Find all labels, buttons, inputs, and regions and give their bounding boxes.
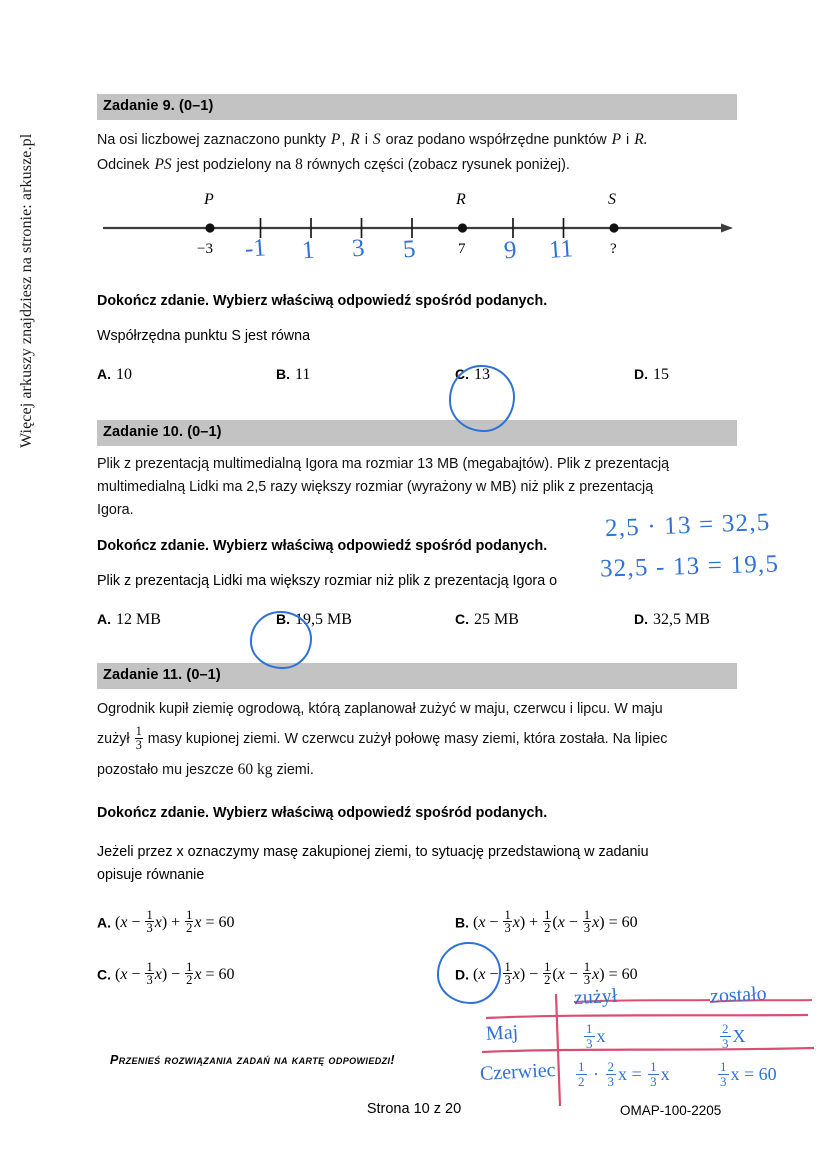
number-line-figure (97, 191, 737, 277)
handwritten-table-row-june: Czerwiec (479, 1059, 557, 1085)
handwritten-table (478, 982, 818, 1108)
task-9-option-b-value: 11 (295, 365, 311, 383)
task-11-lead-c: opisuje równanie (97, 866, 205, 883)
task-9-lead (97, 325, 737, 348)
task-9-option-d-value: 15 (653, 365, 669, 383)
task-11-line2-a: zużył (97, 731, 130, 748)
handwritten-calc-line-1: 2,5 · 13 = 32,5 (604, 508, 771, 543)
task-9-answers (97, 366, 737, 392)
task-9-option-b-label: B. (276, 365, 290, 382)
task-10-option-b[interactable] (276, 611, 352, 629)
task-10-option-c-value: 25 MB (474, 610, 519, 628)
point-p-label-2: P (611, 130, 622, 148)
task-11-option-d[interactable] (455, 961, 638, 988)
task-9-conj: i (364, 131, 368, 148)
task-9-line1-a: Na osi liczbowej zaznaczono punkty (97, 131, 326, 148)
task-10-option-d[interactable] (634, 611, 710, 629)
handwritten-numline-1: 1 (301, 236, 316, 265)
numline-value-s: ? (610, 240, 617, 257)
task-11-instruction: Dokończ zdanie. Wybierz właściwą odpowiedź spośród podanych. (97, 804, 548, 821)
point-p-label: P (330, 130, 341, 148)
task-11-option-b[interactable] (455, 909, 638, 936)
task-10-option-b-value: 19,5 MB (295, 610, 352, 628)
task-11-frac-den: 3 (135, 737, 142, 752)
task-11-option-b-label: B. (455, 914, 469, 931)
content-column (97, 0, 737, 991)
task-9-line2-c: równych części (zobacz rysunek poniżej). (306, 156, 570, 173)
handwritten-table-row-may: Maj (485, 1021, 519, 1045)
task-10-answers (97, 611, 737, 637)
numline-label-p: P (204, 190, 214, 208)
task-10-option-a[interactable] (97, 611, 161, 629)
task-11-lead (97, 841, 737, 887)
task-11-answers-row-2 (97, 961, 737, 991)
handwritten-numline-0: -1 (244, 234, 267, 263)
task-11-lead-a: Jeżeli przez (97, 843, 173, 860)
handwritten-table-header-used: zużył (573, 984, 618, 1010)
handwritten-numline-3: 5 (402, 235, 417, 264)
transfer-answers-note: Przenieś rozwiązania zadań na kartę odpowiedzi! (110, 1053, 395, 1067)
task-10-option-a-label: A. (97, 610, 111, 627)
side-watermark: Więcej arkuszy znajdziesz na stronie: arkusze.pl (18, 133, 35, 448)
task-10-header: Zadanie 10. (0–1) (97, 420, 737, 446)
task-11-frac-num: 1 (135, 723, 142, 738)
handwritten-calc-line-2: 32,5 - 13 = 19,5 (599, 550, 780, 583)
task-10-option-b-label: B. (276, 610, 290, 627)
task-10-lead: Plik z prezentacją Lidki ma większy rozmiar niż plik z prezentacją Igora o (97, 573, 558, 589)
task-9-line1-b: oraz podano współrzędne punktów (385, 131, 607, 148)
handwritten-table-header-left: zostało (709, 982, 768, 1008)
task-10-instruction: Dokończ zdanie. Wybierz właściwą odpowiedź spośród podanych. (97, 538, 548, 554)
task-11-lead-b: oznaczymy masę zakupionej ziemi, to sytuację przedstawioną w zadaniu (187, 843, 649, 860)
task-11-option-a-label: A. (97, 914, 111, 931)
task-11-line1: Ogrodnik kupił ziemię ogrodową, którą zaplanował zużyć w maju, czerwcu i lipcu. W maju (97, 700, 663, 717)
point-r-label: R (350, 130, 360, 148)
handwritten-table-june-used: $\frac{1}{2}$ · $\frac{2}{3}$ x = $\frac{1}{3}$ x (578, 1059, 670, 1089)
task-9-comma: , (341, 131, 346, 148)
task-10-option-c[interactable] (455, 611, 519, 629)
task-10-option-a-value: 12 MB (116, 610, 161, 628)
task-9-line2-b: jest podzielony na (176, 156, 292, 173)
task-11-header: Zadanie 11. (0–1) (97, 663, 737, 689)
task-9-option-b[interactable] (276, 366, 310, 384)
task-9-option-c-value: 13 (474, 365, 490, 383)
task-9-option-d-label: D. (634, 365, 648, 382)
task-9-option-a-label: A. (97, 365, 111, 382)
task-10-option-c-label: C. (455, 610, 469, 627)
task-11-option-c-equation: (x − $\frac{1}{3}$ x) − $\frac{1}{2}$ x = 60 (114, 959, 235, 988)
task-9-conj-2: i (626, 131, 630, 148)
task-11-line3-a: pozostało mu jeszcze (97, 761, 234, 778)
handwritten-numline-2: 3 (351, 234, 366, 263)
handwritten-table-may-used: $\frac{1}{3}$ x (586, 1021, 606, 1051)
task-10-option-d-label: D. (634, 610, 648, 627)
task-9-option-d[interactable] (634, 366, 669, 384)
numline-value-r: 7 (458, 240, 466, 257)
numline-value-p: −3 (197, 240, 213, 257)
footer-page-number: Strona 10 z 20 (366, 1101, 462, 1117)
handwritten-numline-4: 9 (503, 236, 518, 265)
handwritten-table-june-left: $\frac{1}{3}$ x = 60 (720, 1059, 777, 1089)
task-9-body (97, 127, 737, 177)
task-9-lead-b: jest równa (244, 327, 311, 344)
segment-ps-label: PS (154, 155, 172, 173)
task-11-lead-x: x (176, 843, 184, 860)
task-11-option-c-label: C. (97, 966, 111, 983)
task-11-line2-b: masy kupionej ziemi. W czerwcu zużył połowę masy ziemi, która została. Na lipiec (147, 731, 668, 748)
numline-label-r: R (456, 190, 466, 208)
task-11-body (97, 696, 737, 785)
task-11-line3-b: ziemi. (276, 761, 314, 778)
task-11-option-a[interactable] (97, 909, 235, 936)
task-10-option-d-value: 32,5 MB (653, 610, 710, 628)
task-9-parts-count: 8 (295, 155, 303, 173)
task-9-header: Zadanie 9. (0–1) (97, 94, 737, 120)
task-10-line2: multimedialną Lidki ma 2,5 razy większy rozmiar (wyrażony w MB) niż plik z prezentacją (97, 478, 654, 495)
task-11-remaining-mass: 60 kg (237, 760, 273, 778)
task-9-option-a-value: 10 (116, 365, 132, 383)
task-10-line1: Plik z prezentacją multimedialną Igora ma rozmiar 13 MB (megabajtów). Plik z prezentacją (97, 455, 670, 472)
number-line-svg (97, 191, 737, 277)
task-10-body (97, 453, 737, 522)
task-9-instruction: Dokończ zdanie. Wybierz właściwą odpowiedź spośród podanych. (97, 292, 548, 309)
point-r-label-2: R. (634, 130, 648, 148)
task-10-line3: Igora. (97, 501, 134, 518)
task-11-answers-row-1 (97, 909, 737, 939)
handwritten-table-lines (478, 988, 818, 1108)
footer-sheet-code: OMAP-100-2205 (620, 1103, 722, 1118)
task-11-option-d-label: D. (455, 966, 469, 983)
task-9-option-c-label: C. (455, 365, 469, 382)
task-11-option-a-equation: (x − $\frac{1}{3}$ x) + $\frac{1}{2}$ x = 60 (114, 907, 235, 936)
task-11-fraction-third (134, 723, 144, 752)
task-9-line2-a: Odcinek (97, 156, 150, 173)
task-11-option-d-equation: (x − $\frac{1}{3}$ x) − $\frac{1}{2}$ (x − $\frac{1}{3}$ x) = 60 (472, 959, 638, 988)
task-9-lead-s: S (231, 327, 241, 344)
point-s-label: S (372, 130, 381, 148)
task-9-option-a[interactable] (97, 366, 132, 384)
task-11-option-c[interactable] (97, 961, 235, 988)
handwritten-table-may-left: $\frac{2}{3}$ X (722, 1021, 746, 1051)
handwritten-numline-5: 11 (548, 235, 574, 264)
task-9-lead-a: Współrzędna punktu (97, 327, 228, 344)
task-11-option-b-equation: (x − $\frac{1}{3}$ x) + $\frac{1}{2}$ (x − $\frac{1}{3}$ x) = 60 (472, 907, 638, 936)
task-9-option-c[interactable] (455, 366, 490, 384)
numline-label-s: S (608, 190, 616, 208)
